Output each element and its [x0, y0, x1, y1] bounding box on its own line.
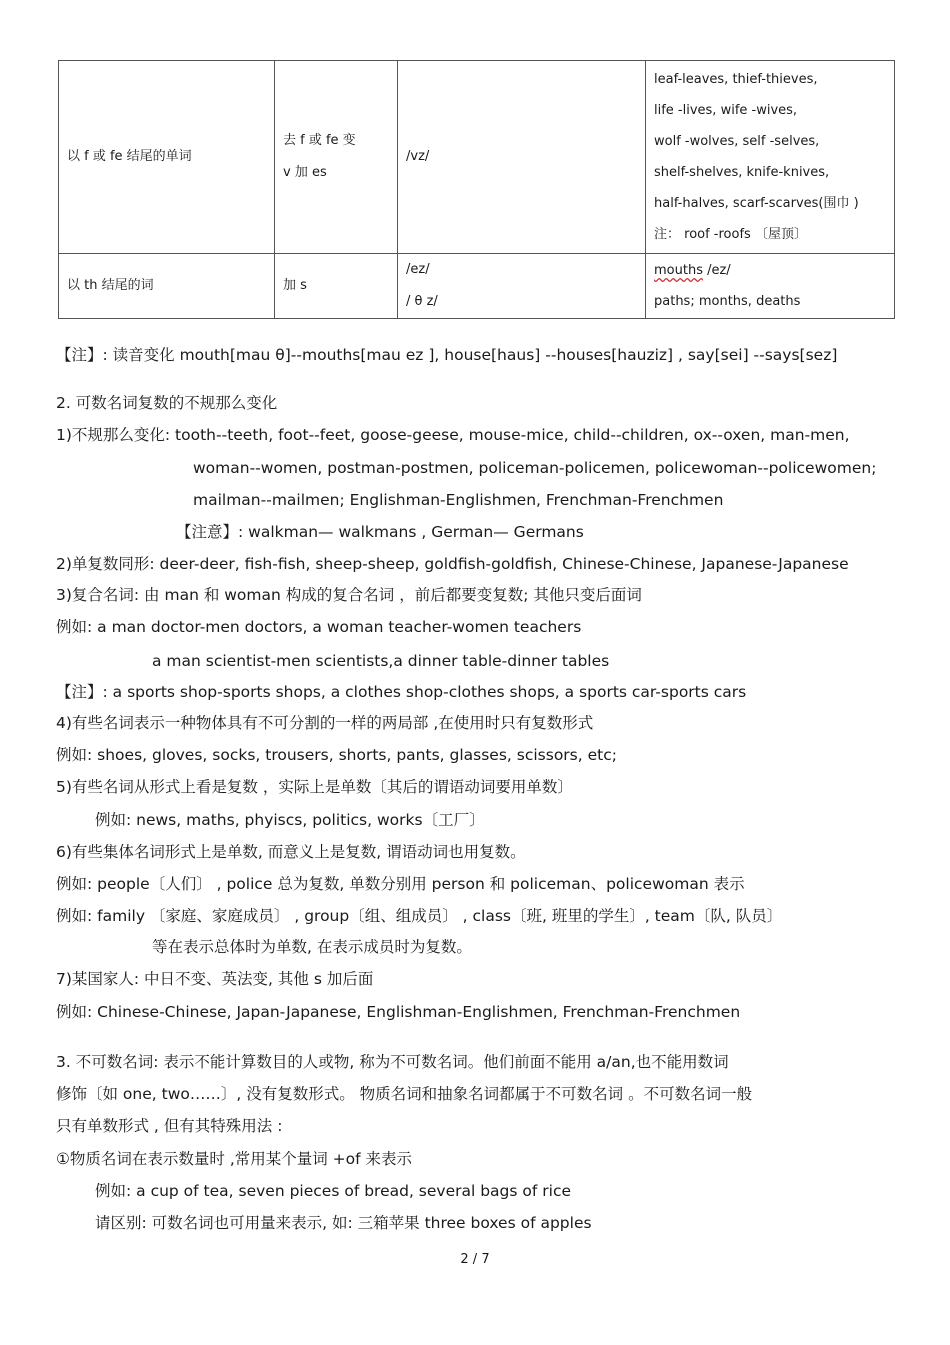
example-line: paths; months, deaths	[654, 294, 801, 309]
example-line: half-halves, scarf-scarves(围巾 )	[654, 196, 859, 211]
rule-line: v 加 es	[283, 165, 327, 180]
example-line: life -lives, wife -wives,	[654, 103, 798, 118]
example-suffix: /ez/	[702, 263, 731, 278]
text-line: 请区别: 可数名词也可用量来表示, 如: 三箱苹果 three boxes of apples	[95, 1214, 592, 1232]
text-line: 等在表示总体时为单数, 在表示成员时为复数。	[152, 938, 472, 956]
pronunciation-note: 【注】: 读音变化 mouth[mau θ]--mouths[mau ez ], house[haus] --houses[hauziz] , say[sei] --says[sez]	[56, 346, 838, 364]
text-line: 6)有些集体名词形式上是单数, 而意义上是复数, 谓语动词也用复数。	[56, 843, 526, 861]
example-line: 注： roof -roofs 〔屋顶〕	[654, 227, 807, 242]
rule-cell	[275, 61, 398, 254]
example-line: 例如: Chinese-Chinese, Japan-Japanese, Englishman-Englishmen, Frenchman-Frenchmen	[56, 1003, 741, 1021]
pronunciation-cell	[398, 254, 646, 319]
example-line: 例如: people〔人们〕 , police 总为复数, 单数分别用 person 和 policeman、policewoman 表示	[56, 875, 745, 893]
table-row	[59, 254, 895, 319]
text-line: 5)有些名词从形式上看是复数 ，实际上是单数〔其后的谓语动词要用单数〕	[56, 778, 573, 796]
example-line: 例如: family 〔家庭、家庭成员〕 , group〔组、组成员〕 , class〔班, 班里的学生〕, team〔队, 队员〕	[56, 907, 783, 925]
text-line: 7)某国家人: 中日不变、英法变, 其他 s 加后面	[56, 970, 374, 988]
table-row	[59, 61, 895, 254]
page-number: 2 / 7	[460, 1252, 490, 1267]
pronunciation-cell: /vz/	[398, 61, 646, 254]
example-line: leaf-leaves, thief-thieves,	[654, 72, 818, 87]
example-word: mouths	[654, 263, 703, 278]
rule-cell: 加 s	[275, 254, 398, 319]
pron-line: / θ z/	[406, 294, 438, 309]
text-line: ①物质名词在表示数量时 ,常用某个量词 +of 来表示	[56, 1150, 413, 1168]
text-line: 2)单复数同形: deer-deer, fish-fish, sheep-sheep, goldfish-goldfish, Chinese-Chinese, Japanese-Japanese	[56, 555, 849, 573]
note-line: 【注意】: walkman— walkmans , German— Germans	[176, 523, 584, 541]
examples-cell	[646, 254, 895, 319]
example-line	[654, 255, 886, 286]
pron-line: /ez/	[406, 262, 430, 277]
section-heading: 3. 不可数名词: 表示不能计算数目的人或物, 称为不可数名词。他们前面不能用 a/an,也不能用数词	[56, 1053, 729, 1071]
examples-cell	[646, 61, 895, 254]
text-line: 4)有些名词表示一种物体具有不可分割的一样的两局部 ,在使用时只有复数形式	[56, 714, 594, 732]
text-line: 修饰〔如 one, two……〕, 没有复数形式。 物质名词和抽象名词都属于不可数名词 。不可数名词一般	[56, 1085, 753, 1103]
example-line: 例如: shoes, gloves, socks, trousers, shorts, pants, glasses, scissors, etc;	[56, 746, 617, 764]
text-line: 只有单数形式 , 但有其特殊用法 :	[56, 1117, 283, 1135]
plural-rules-table	[58, 60, 895, 319]
text-line: woman--women, postman-postmen, policeman-policemen, policewoman--policewomen;	[193, 459, 877, 477]
text-line: 3)复合名词: 由 man 和 woman 构成的复合名词 ，前后都要变复数; 其他只变后面词	[56, 586, 642, 604]
text-line: mailman--mailmen; Englishman-Englishmen, Frenchman-Frenchmen	[193, 491, 724, 509]
section-heading: 2. 可数名词复数的不规那么变化	[56, 394, 278, 412]
example-line: 例如: a cup of tea, seven pieces of bread, several bags of rice	[95, 1182, 572, 1200]
rule-line: 去 f 或 fe 变	[283, 133, 356, 148]
note-line: 【注】: a sports shop-sports shops, a clothes shop-clothes shops, a sports car-sports cars	[56, 683, 747, 701]
word-type-cell: 以 th 结尾的词	[59, 254, 275, 319]
example-line: 例如: news, maths, phyiscs, politics, works〔工厂〕	[95, 811, 485, 829]
example-line: shelf-shelves, knife-knives,	[654, 165, 830, 180]
example-line: 例如: a man doctor-men doctors, a woman teacher-women teachers	[56, 618, 582, 636]
text-line: 1)不规那么变化: tooth--teeth, foot--feet, goose-geese, mouse-mice, child--children, ox--oxen, man-men,	[56, 426, 850, 444]
example-line: wolf -wolves, self -selves,	[654, 134, 820, 149]
example-line: a man scientist-men scientists,a dinner table-dinner tables	[152, 652, 610, 670]
word-type-cell: 以 f 或 fe 结尾的单词	[59, 61, 275, 254]
